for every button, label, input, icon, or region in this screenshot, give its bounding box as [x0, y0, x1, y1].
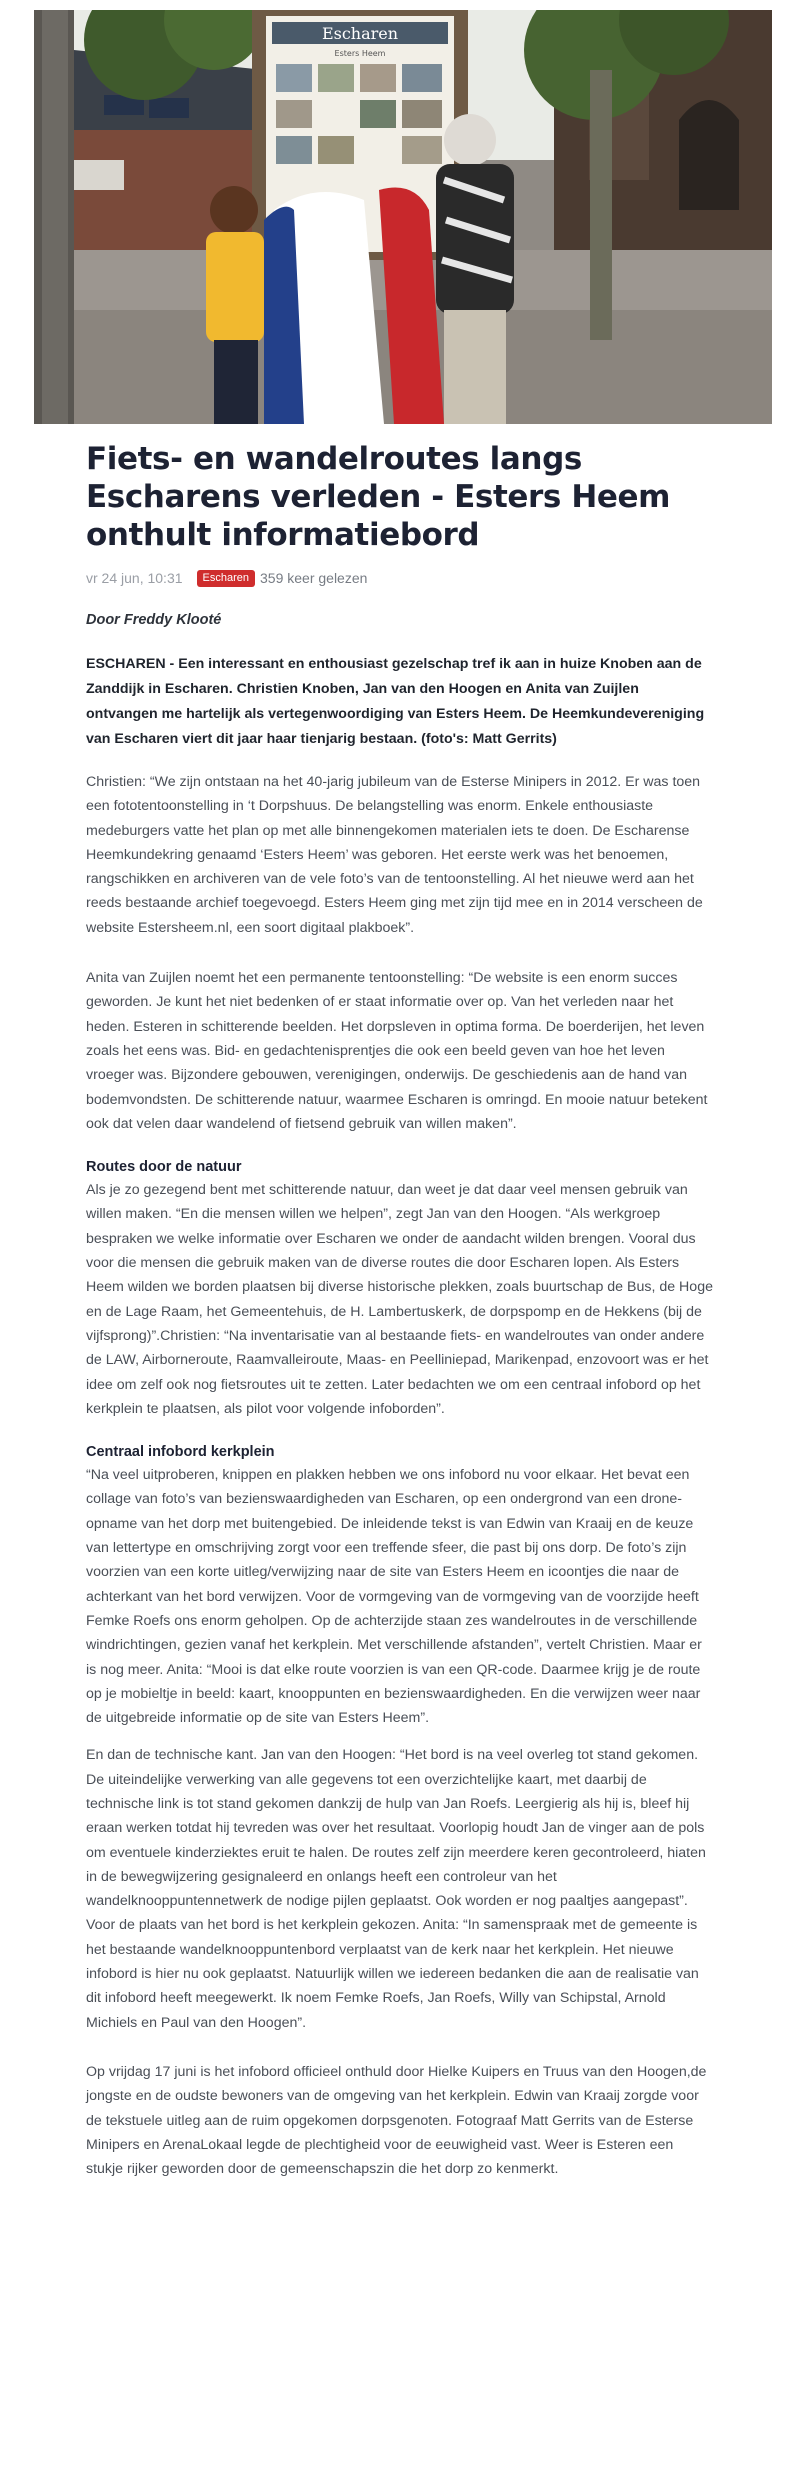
sign-subtitle: Esters Heem — [334, 49, 386, 58]
paragraph: En dan de technische kant. Jan van den Hoogen: “Het bord is na veel overleg tot stand gekomen. De uiteindelijke verwerking van alle gegevens tot een overzichtelijke kaart, met daarbij de technische link is tot stand gekomen dankzij de hulp van Jan Roefs. Leergierig als hij is, bleef hij eraan werken totdat hij tevreden was over het resultaat. Voorlopig houdt Jan de vinger aan de pols om eventuele kinderziektes eruit te halen. De routes zelf zijn meerdere keren gecontroleerd, hiaten in de bewegwijzering gesignaleerd en onlangs heeft een controleur van het wandelknooppuntennetwerk de nodige pijlen geplaatst. Ook worden er nog paaltjes aangepast”. Voor de plaats van het bord is het kerkplein gekozen. Anita: “In samenspraak met de gemeente is het bestaande wandelknooppuntenbord verplaatst van de kerk naar het kerkplein. Het nieuwe infobord is hier nu ook geplaatst. Natuurlijk willen we iedereen bedanken die aan de realisatie van dit infobord heeft meegewerkt. Ik noem Femke Roefs, Jan Roefs, Willy van Schipstal, Arnold Michiels en Paul van den Hoogen”. — [86, 1747, 706, 2031]
sign-title: Escharen — [321, 24, 399, 43]
paragraph: Als je zo gezegend bent met schitterende natuur, dan weet je dat daar veel mensen gebruik van willen maken. “En die mensen willen we helpen”, zegt Jan van den Hoogen. “Als werkgroep bespraken we welke informatie over Escharen we onder de aandacht wilden brengen. Vooral dus voor die mensen die gebruik maken van de diverse routes die door Escharen lopen. Als Esters Heem wilden we borden plaatsen bij diverse historische plekken, zoals buurtschap de Bus, de Hoge en de Lage Raam, het Gemeentehuis, de H. Lambertuskerk, de dorpspomp en de Hekkens (bij de vijfsprong)”.Christien: “Na inventarisatie van al bestaande fiets- en wandelroutes van onder andere de LAW, Airborneroute, Raamvalleiroute, Maas- en Peelliniepad, Marikenpad, enzovoort was er het idee om zelf ook nog fietsroutes uit te zetten. Later bedachten we om een centraal infobord op het kerkplein te plaatsen, als pilot voor volgende infoborden”. — [86, 1182, 713, 1417]
hero-photo — [34, 10, 772, 424]
lead-paragraph: ESCHAREN - Een interessant en enthousiast gezelschap tref ik aan in huize Knoben aan de Zanddijk in Escharen. Christien Knoben, Jan van den Hoogen en Anita van Zuijlen ontvangen me hartelijk als vertegenwoordiging van Esters Heem. De Heemkundevereniging van Escharen viert dit jaar haar tienjarig bestaan. (foto's: Matt Gerrits) — [86, 656, 705, 747]
paragraph: Op vrijdag 17 juni is het infobord officieel onthuld door Hielke Kuipers en Truus van den Hoogen,de jongste en de oudste bewoners van de omgeving van het kerkplein. Edwin van Kraaij zorgde voor de tekstuele uitleg aan de ruim opgekomen dorpsgenoten. Fotograaf Matt Gerrits van de Esterse Minipers en ArenaLokaal legde de plechtigheid voor de eeuwigheid vast. Weer is Esteren een stukje rijker geworden door de gemeenschapszin die het dorp zo kenmerkt. — [86, 2063, 707, 2178]
category-badge[interactable]: Escharen — [197, 570, 255, 587]
article-meta — [86, 568, 714, 588]
section-heading: Routes door de natuur — [86, 1159, 242, 1176]
paragraph: “Na veel uitproberen, knippen en plakken hebben we ons infobord nu voor elkaar. Het bevat een collage van foto’s van bezienswaardigheden van Escharen, op een ondergrond van een drone-opname van het dorp met buitengebied. De inleidende tekst is van Edwin van Kraaij en de keuze van lettertype en omschrijving zorgt voor een treffende sfeer, die past bij ons dorp. De foto’s zijn voorzien van een korte uitleg/verwijzing naar de site van Esters Heem en icoontjes die naar de achterkant van het bord verwijzen. Voor de vormgeving van de vormgeving van de voorzijde heeft Femke Roefs ons enorm geholpen. Op de achterzijde staan zes wandelroutes in de verschillende windrichtingen, gezien vanaf het kerkplein. Met verschillende afstanden”, vertelt Christien. Maar er is nog meer. Anita: “Mooi is dat elke route voorzien is van een QR-code. Daarmee krijg je de route op je mobieltje in beeld: kaart, knooppunten en bezienswaardigheden. En die verwijzen weer naar de uitgebreide informatie op de site van Esters Heem”. — [86, 1467, 702, 1727]
view-count: 359 keer gelezen — [260, 570, 368, 586]
paragraph: Anita van Zuijlen noemt het een permanente tentoonstelling: “De website is een enorm succes geworden. Je kunt het niet bedenken of er staat informatie over op. Van het verleden naar het heden. Esteren in schitterende beelden. Het dorpsleven in optima forma. De boerderijen, het leven zoals het eens was. Bid- en gedachtenisprentjes die ook een beeld geven van hoe het leven vroeger was. Bijzondere gebouwen, verenigingen, onderwijs. De geschiedenis aan de hand van bodemvondsten. De schitterende natuur, waarmee Escharen is omringd. En mooie natuur betekent ook dat velen daar wandelend of fietsend gebruik van willen maken”. — [86, 970, 708, 1132]
publish-date: vr 24 jun, 10:31 — [86, 570, 183, 586]
section-heading: Centraal infobord kerkplein — [86, 1444, 275, 1461]
paragraph: Christien: “We zijn ontstaan na het 40-jarig jubileum van de Esterse Minipers in 2012. Er was toen een fototentoonstelling in ‘t Dorpshuus. De belangstelling was enorm. Enkele enthousiaste medeburgers vatte het plan op met alle binnengekomen materialen iets te doen. De Escharense Heemkundekring genaamd ‘Esters Heem’ was geboren. Het eerste werk was het benoemen, rangschikken en archiveren van de vele foto’s van de tentoonstelling. Al het nieuwe werd aan het reeds bestaande archief toegevoegd. Esters Heem ging met zijn tijd mee en in 2014 verscheen de website Estersheem.nl, een soort digitaal plakboek”. — [86, 774, 703, 936]
byline: Door Freddy Klooté — [86, 612, 222, 628]
article — [86, 440, 714, 2181]
article-title: Fiets- en wandelroutes langs Escharens verleden - Esters Heem onthult informatiebord — [86, 441, 671, 553]
